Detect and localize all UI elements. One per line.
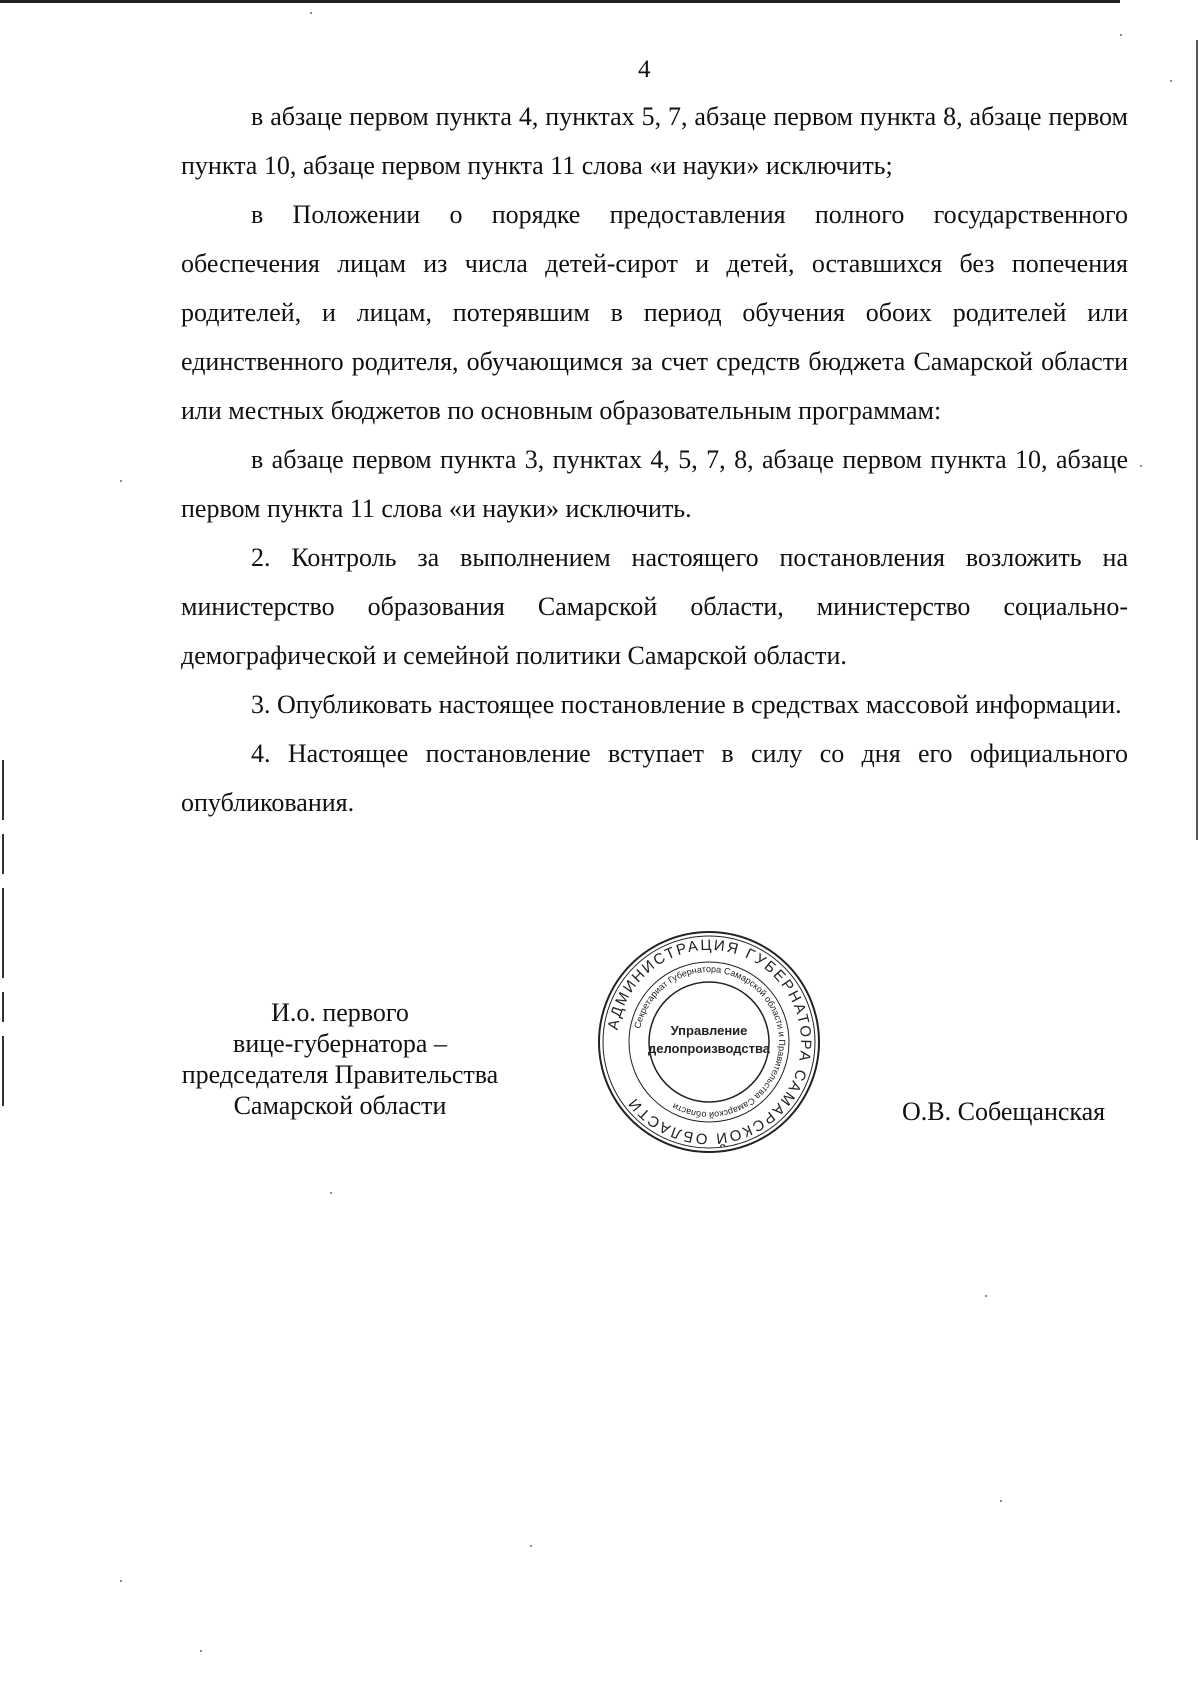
signatory-name: О.В. Собещанская: [902, 1097, 1106, 1126]
position-line: И.о. первого: [271, 998, 409, 1027]
position-line: Самарской области: [233, 1091, 447, 1120]
position-line: вице-губернатора –: [233, 1029, 447, 1058]
seal-inner-text: Секретариат Губернатора Самарской области и Правительства Самарской области: [632, 963, 788, 1121]
scan-speck: [1140, 465, 1142, 467]
seal-outer-text: АДМИНИСТРАЦИЯ ГУБЕРНАТОРА САМАРСКОЙ ОБЛАСТИ: [604, 936, 815, 1148]
seal-center-text: [644, 1010, 774, 1086]
scan-speck: [330, 1192, 332, 1194]
top-scan-border: [0, 0, 1120, 3]
right-scan-border: [1196, 40, 1198, 840]
seal-center-line: Управление: [670, 1023, 748, 1038]
paragraph: в абзаце первом пункта 4, пунктах 5, 7, абзаце первом пункта 8, абзаце первом пункта 10, абзаце первом пункта 11 слова «и науки» исключить;: [181, 102, 1128, 180]
signatory-position: [140, 997, 540, 1121]
scan-speck: [1120, 34, 1122, 36]
scan-speck: [200, 1650, 202, 1652]
scan-speck: [530, 1545, 532, 1547]
paragraph: 3. Опубликовать настоящее постановление в средствах массовой информации.: [251, 690, 1122, 719]
left-scan-marks: [2, 760, 5, 1120]
paragraph: 2. Контроль за выполнением настоящего постановления возложить на министерство образования Самарской области, министерство социально-демографической и семейной политики Самарской области.: [181, 543, 1128, 670]
paragraph: 4. Настоящее постановление вступает в силу со дня его официального опубликования.: [181, 739, 1128, 817]
position-line: председателя Правительства: [181, 1060, 499, 1089]
seal-center-line: делопроизводства: [647, 1041, 770, 1056]
scan-speck: [985, 1295, 987, 1297]
scan-speck: [310, 12, 312, 14]
scan-speck: [1000, 1500, 1002, 1502]
scan-speck: [120, 480, 122, 482]
scan-speck: [1170, 80, 1172, 82]
official-seal: [596, 929, 822, 1155]
document-body: [181, 92, 1128, 827]
paragraph: в Положении о порядке предоставления полного государственного обеспечения лицам из числа детей-сирот и детей, оставшихся без попечения родителей, и лицам, потерявшим в период обучения обоих родителей или единственного родителя, обучающимся за счет средств бюджета Самарской области или местных бюджетов по основным образовательным программам:: [181, 200, 1128, 425]
scan-speck: [120, 1580, 122, 1582]
paragraph: в абзаце первом пункта 3, пунктах 4, 5, 7, 8, абзаце первом пункта 10, абзаце первом пункта 11 слова «и науки» исключить.: [181, 445, 1128, 523]
page-number: 4: [638, 56, 651, 83]
